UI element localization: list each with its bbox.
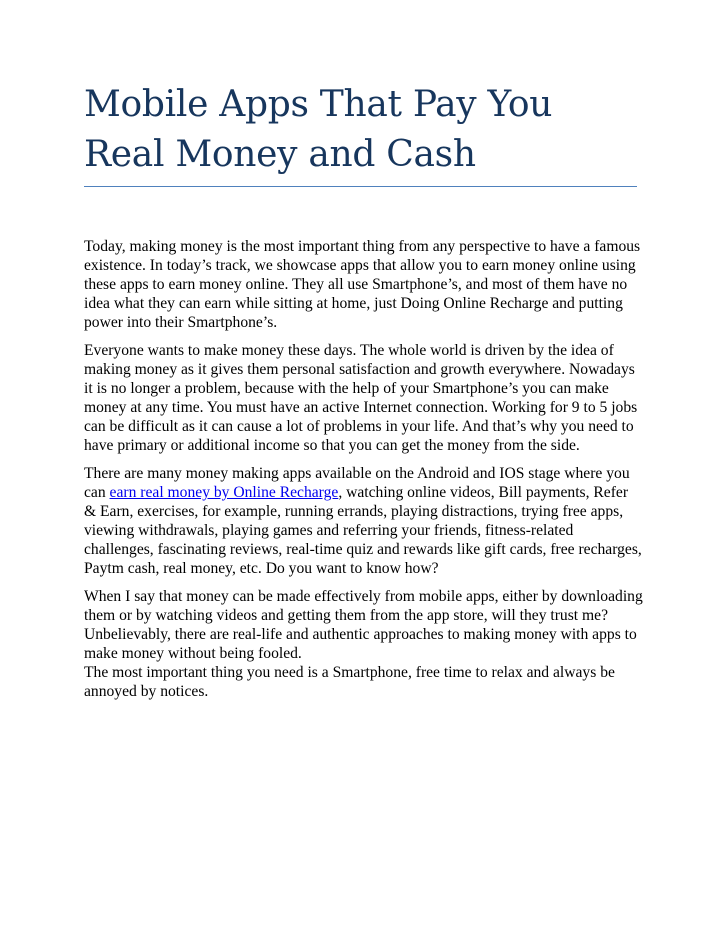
paragraph-3-text-end: , watching online videos, Bill payments, Refer & Earn, exercises, for example, running errands, playing distractions, trying free apps, viewing withdrawals, playing games and referring your friends, fitness-related challenges, fascinating reviews, real-time quiz and rewards like gift cards, free recharges, Paytm cash, real money, etc. Do you want to know how?	[84, 484, 642, 577]
paragraph-4-text-a: When I say that money can be made effectively from mobile apps, either by downloading them or by watching videos and getting them from the app store, will they trust me? Unbelievably, there are real-life and authentic approaches to making money with apps to make money without being fooled.	[84, 588, 643, 662]
title-block	[84, 80, 637, 180]
online-recharge-link[interactable]: earn real money by Online Recharge	[109, 484, 339, 501]
paragraph-4-text-b: The most important thing you need is a Smartphone, free time to relax and always be annoyed by notices.	[84, 664, 615, 700]
document-body	[84, 237, 644, 710]
page-title	[84, 80, 637, 180]
title-line-2: Real Money and Cash	[84, 134, 476, 175]
title-divider	[84, 186, 637, 187]
paragraph-3	[84, 464, 644, 578]
paragraph-3-text-start: There are many money making apps available on the Android and IOS stage where you can	[84, 465, 630, 501]
paragraph-1: Today, making money is the most important thing from any perspective to have a famous existence. In today’s track, we showcase apps that allow you to earn money online using these apps to earn money online. They all use Smartphone’s, and most of them have no idea what they can earn while sitting at home, just Doing Online Recharge and putting power into their Smartphone’s.	[84, 238, 641, 331]
paragraph-2: Everyone wants to make money these days. The whole world is driven by the idea of making money as it gives them personal satisfaction and growth everywhere. Nowadays it is no longer a problem, because with the help of your Smartphone’s you can make money at any time. You must have an active Internet connection. Working for 9 to 5 jobs can be difficult as it can cause a lot of problems in your life. And that’s why you need to have primary or additional income so that you can get the money from the side.	[84, 342, 638, 454]
paragraph-4	[84, 587, 644, 701]
title-line-1: Mobile Apps That Pay You	[84, 84, 553, 125]
